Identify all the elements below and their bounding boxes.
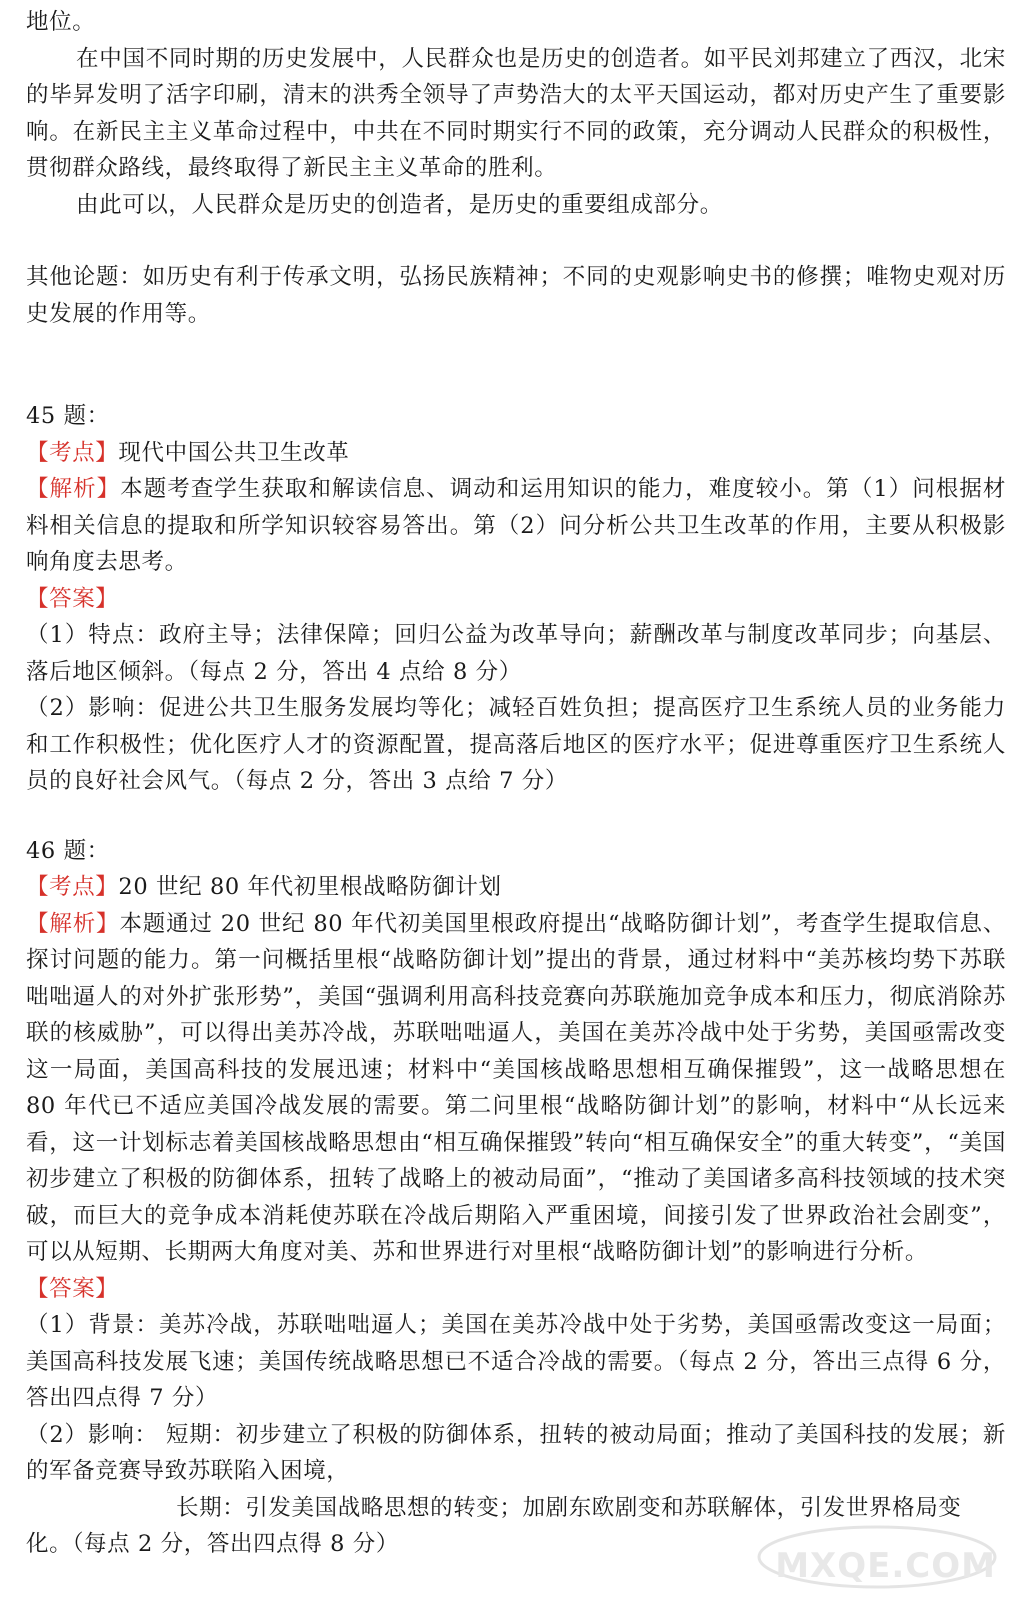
q45-jiexi	[26, 471, 1006, 581]
q46-jiexi	[26, 906, 1006, 1271]
kaodian-tag: 【考点】	[26, 874, 119, 900]
daan-tag: 【答案】	[26, 1275, 119, 1302]
question-45-title: 45 题：	[26, 403, 110, 429]
q45-kaodian	[26, 435, 1006, 472]
q46-answer-2-short: （2）影响： 短期：初步建立了积极的防御体系，扭转的被动局面；推动了美国科技的发展；新的军备竞赛导致苏联陷入困境，	[26, 1421, 1006, 1484]
paragraph-intro-line: 地位。	[26, 9, 96, 35]
jiexi-tag: 【解析】	[26, 910, 120, 937]
q46-answer-2-long: 长期：引发美国战略思想的转变；加剧东欧剧变和苏联解体，引发世界格局变	[176, 1494, 962, 1521]
jiexi-text: 本题考查学生获取和解读信息、调动和运用知识的能力，难度较小。第（1）问根据材料相关信息的提取和所学知识较容易答出。第（2）问分析公共卫生改革的作用，主要从积极影响角度去思考。	[26, 476, 1006, 575]
kaodian-text: 20 世纪 80 年代初里根战略防御计划	[118, 874, 502, 900]
paragraph-other-topics: 其他论题：如历史有利于传承文明，弘扬民族精神；不同的史观影响史书的修撰；唯物史观对历史发展的作用等。	[26, 264, 1006, 327]
q46-daan	[26, 1271, 1006, 1308]
watermark-text: MXQE.COM	[775, 1546, 996, 1586]
q45-answer-2: （2）影响：促进公共卫生服务发展均等化；减轻百姓负担；提高医疗卫生系统人员的业务能力和工作积极性；优化医疗人才的资源配置，提高落后地区的医疗水平；促进尊重医疗卫生系统人员的良好社会风气。（每点 2 分，答出 3 点给 7 分）	[26, 695, 1006, 794]
spacer	[26, 365, 1006, 398]
jiexi-text: 本题通过 20 世纪 80 年代初美国里根政府提出“战略防御计划”，考查学生提取信息、探讨问题的能力。第一问概括里根“战略防御计划”提出的背景，通过材料中“美苏核均势下苏联咄咄逼人的对外扩张形势”，美国“强调利用高科技竞赛向苏联施加竞争成本和压力，彻底消除苏联的核威胁”，可以得出美苏冷战，苏联咄咄逼人，美国在美苏冷战中处于劣势，美国亟需改变这一局面，美国高科技的发展迅速；材料中“美国核战略思想相互确保摧毁”，这一战略思想在 80 年代已不适应美国冷战发展的需要。第二问里根“战略防御计划”的影响，材料中“从长远来看，这一计划标志着美国核战略思想由“相互确保摧毁”转向“相互确保安全”的重大转变”，“美国初步建立了积极的防御体系，扭转了战略上的被动局面”，“推动了美国诸多高科技领域的技术突破，而巨大的竞争成本消耗使苏联在冷战后期陷入严重困境，间接引发了世界政治社会剧变”，可以从短期、长期两大角度对美、苏和世界进行对里根“战略防御计划”的影响进行分析。	[26, 910, 1006, 1265]
kaodian-tag: 【考点】	[26, 439, 119, 466]
q46-answer-1: （1）背景：美苏冷战，苏联咄咄逼人；美国在美苏冷战中处于劣势，美国亟需改变这一局面；美国高科技发展飞速；美国传统战略思想已不适合冷战的需要。（每点 2 分，答出三点得 6 分，答出四点得 7 分）	[26, 1312, 1006, 1411]
spacer	[26, 223, 1006, 259]
document-page	[26, 4, 1006, 1563]
paragraph-conclusion: 由此可以，人民群众是历史的创造者，是历史的重要组成部分。	[76, 191, 723, 218]
watermark-logo	[752, 1522, 1002, 1592]
q46-kaodian	[26, 869, 1006, 906]
q45-daan	[26, 581, 1006, 618]
jiexi-tag: 【解析】	[26, 476, 121, 502]
spacer	[26, 332, 1006, 365]
spacer	[26, 800, 1006, 833]
q46-answer-2-end: 化。（每点 2 分，答出四点得 8 分）	[26, 1531, 399, 1557]
daan-tag: 【答案】	[26, 585, 119, 612]
question-46-title: 46 题：	[26, 837, 110, 864]
paragraph-history-creators: 在中国不同时期的历史发展中，人民群众也是历史的创造者。如平民刘邦建立了西汉，北宋的毕昇发明了活字印刷，清末的洪秀全领导了声势浩大的太平天国运动，都对历史产生了重要影响。在新民主主义革命过程中，中共在不同时期实行不同的政策，充分调动人民群众的积极性，贯彻群众路线，最终取得了新民主主义革命的胜利。	[26, 45, 1006, 181]
kaodian-text: 现代中国公共卫生改革	[118, 439, 350, 466]
q45-answer-1: （1）特点：政府主导；法律保障；回归公益为改革导向；薪酬改革与制度改革同步；向基层、落后地区倾斜。（每点 2 分，答出 4 点给 8 分）	[26, 622, 1006, 685]
